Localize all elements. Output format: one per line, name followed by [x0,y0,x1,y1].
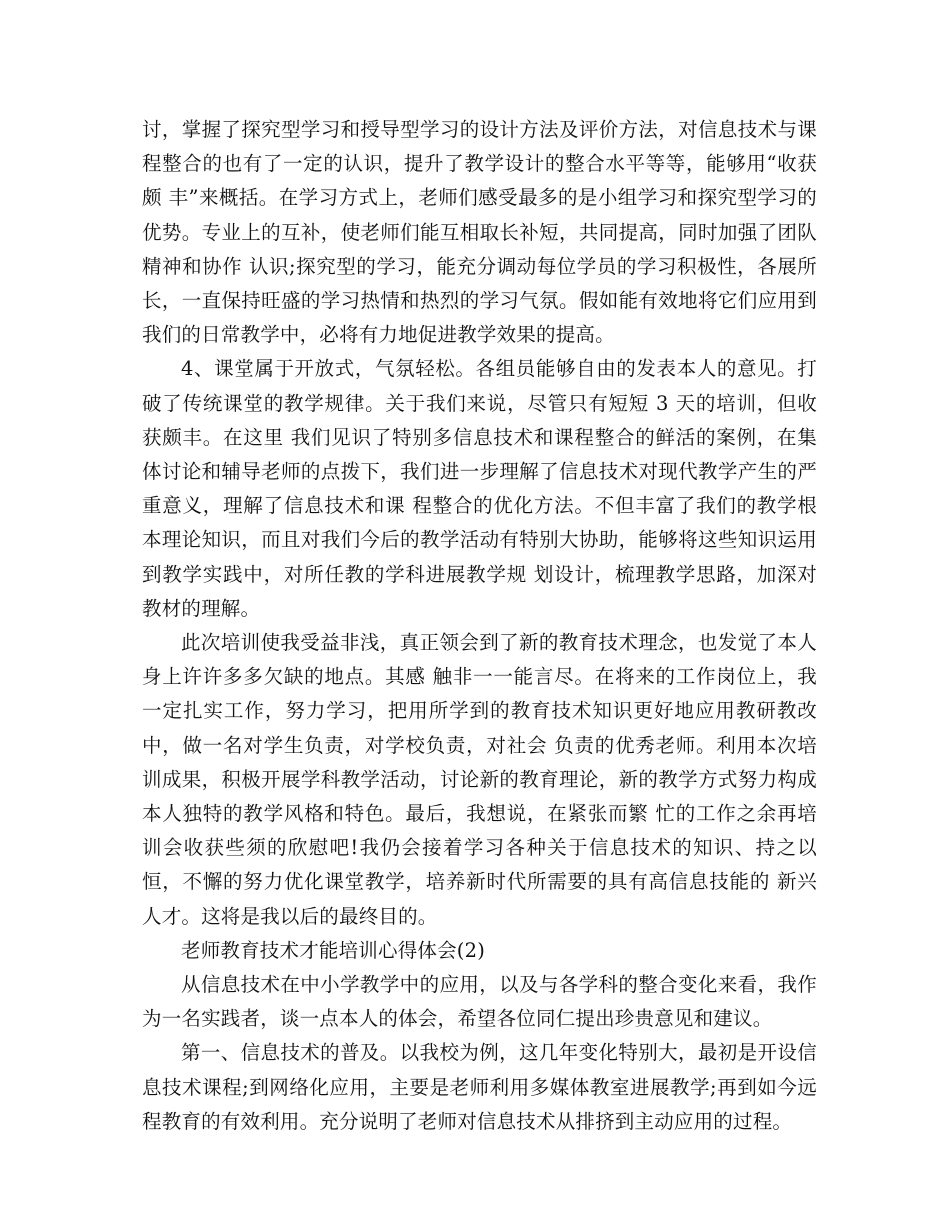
paragraph-training-benefits: 此次培训使我受益非浅，真正领会到了新的教育技术理念，也发觉了本人身上许许多多欠缺的地点。其感 触非一一能言尽。在将来的工作岗位上，我一定扎实工作，努力学习，把用所学到的教育技术知识更好地应用教研教改中，做一名对学生负责，对学校负责，对社会 负责的优秀老师。利用本次培训成果，积极开展学科教学活动，讨论新的教育理论，新的教学方式努力构成本人独特的教学风格和特色。最后，我想说，在紧张而繁 忙的工作之余再培训会收获些须的欣慰吧!我仍会接着学习各种关于信息技术的知识、持之以恒，不懈的努力优化课堂教学，培养新时代所需要的具有高信息技能的 新兴人才。这将是我以后的最终目的。 [142,631,817,928]
section-heading: 老师教育技术才能培训心得体会(2) [181,938,486,962]
paragraph-learning-methods: 讨，掌握了探究型学习和授导型学习的设计方法及评价方法，对信息技术与课程整合的也有了一定的认识，提升了教学设计的整合水平等等，能够用“收获颇 丰”来概括。在学习方式上，老师们感受最多的是小组学习和探究型学习的优势。专业上的互补，使老师们能互相取长补短，共同提高，同时加强了团队精神和协作 认识;探究型的学习，能充分调动每位学员的学习积极性，各展所长，一直保持旺盛的学习热情和热烈的学习气氛。假如能有效地将它们应用到我们的日常教学中，必将有力地促进教学效果的提高。 [142,118,817,347]
document-body [142,113,817,1139]
paragraph-open-classroom: 4、课堂属于开放式，气氛轻松。各组员能够自由的发表本人的意见。打破了传统课堂的教学规律。关于我们来说，尽管只有短短 3 天的培训，但收获颇丰。在这里 我们见识了特别多信息技术和课程整合的鲜活的案例，在集体讨论和辅导老师的点拨下，我们进一步理解了信息技术对现代教学产生的严重意义，理解了信息技术和课 程整合的优化方法。不但丰富了我们的教学根本理论知识，而且对我们今后的教学活动有特别大协助，能够将这些知识运用到教学实践中，对所任教的学科进展教学规 划设计，梳理教学思路，加深对教材的理解。 [142,357,817,620]
paragraph-first-point: 第一、信息技术的普及。以我校为例，这几年变化特别大，最初是开设信息技术课程;到网络化应用，主要是老师利用多媒体教室进展教学;再到如今远程教育的有效利用。充分说明了老师对信息技术从排挤到主动应用的过程。 [142,1041,817,1133]
paragraph-intro: 从信息技术在中小学教学中的应用，以及与各学科的整合变化来看，我作为一名实践者，谈一点本人的体会，希望各位同仁提出珍贵意见和建议。 [142,973,817,1031]
